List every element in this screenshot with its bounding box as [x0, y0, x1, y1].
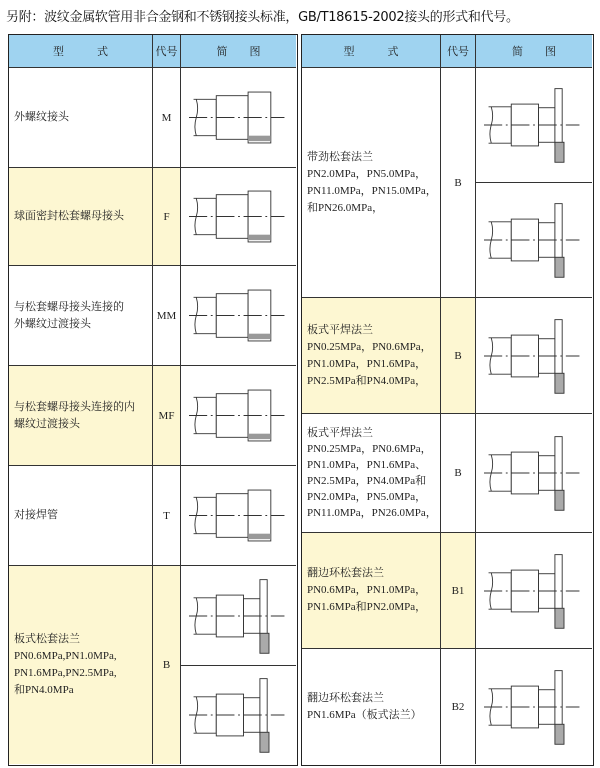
drawing-plate-weld-flange-1 [476, 298, 592, 414]
drawing-mf-adapter [181, 366, 296, 466]
drawing-spherical-nut-fitting [181, 168, 296, 266]
drawing-neck-loose-flange-2 [476, 183, 592, 298]
row-code: F [153, 168, 181, 266]
row-type: 与松套螺母接头连接的 外螺纹过渡接头 [9, 266, 153, 366]
row-code: B [153, 566, 181, 764]
drawing-neck-loose-flange-1 [476, 68, 592, 183]
row-code: B [441, 414, 476, 533]
row-code: MF [153, 366, 181, 466]
drawing-butt-weld-pipe [181, 466, 296, 566]
header-drawing: 简 图 [476, 35, 592, 68]
row-code: B1 [441, 533, 476, 649]
row-code: MM [153, 266, 181, 366]
right-table [301, 34, 594, 766]
row-code: B [441, 68, 476, 298]
header-type: 型 式 [9, 35, 153, 68]
header-code: 代号 [153, 35, 181, 68]
header-drawing: 简 图 [181, 35, 296, 68]
header-type: 型 式 [302, 35, 441, 68]
drawing-loose-plate-flange-2 [181, 666, 296, 764]
row-code: M [153, 68, 181, 168]
row-code: T [153, 466, 181, 566]
row-code: B [441, 298, 476, 414]
row-code: B2 [441, 649, 476, 764]
drawing-loose-plate-flange-1 [181, 566, 296, 666]
row-type: 与松套螺母接头连接的内 螺纹过渡接头 [9, 366, 153, 466]
row-type: 板式平焊法兰 PN0.25MPa，PN0.6MPa， PN1.0MPa，PN1.6MPa， PN2.5MPa和PN4.0MPa， [302, 298, 441, 414]
drawing-flared-ring-flange-2 [476, 649, 592, 764]
row-type: 板式平焊法兰 PN0.25MPa，PN0.6MPa， PN1.0MPa，PN1.6MPa、 PN2.5MPa，PN4.0MPa和 PN2.0MPa，PN5.0MPa， PN11.0MPa，PN26.0MPa， [302, 414, 441, 533]
row-type: 对接焊管 [9, 466, 153, 566]
row-type: 带劲松套法兰 PN2.0MPa，PN5.0MPa， PN11.0MPa，PN15.0MPa， 和PN26.0MPa， [302, 68, 441, 298]
drawing-mm-adapter [181, 266, 296, 366]
header-code: 代号 [441, 35, 476, 68]
drawing-flared-ring-flange-1 [476, 533, 592, 649]
drawing-external-thread-fitting [181, 68, 296, 168]
row-type: 外螺纹接头 [9, 68, 153, 168]
row-type: 翻边环松套法兰 PN1.6MPa（板式法兰） [302, 649, 441, 764]
row-type: 板式松套法兰 PN0.6MPa,PN1.0MPa, PN1.6MPa,PN2.5MPa, 和PN4.0MPa [9, 566, 153, 764]
left-table [8, 34, 298, 766]
row-type: 翻边环松套法兰 PN0.6MPa，PN1.0MPa， PN1.6MPa和PN2.0MPa， [302, 533, 441, 649]
drawing-plate-weld-flange-2 [476, 414, 592, 533]
page-title: 另附：波纹金属软管用非合金钢和不锈钢接头标准，GB/T18615-2002接头的形式和代号。 [6, 10, 519, 25]
row-type: 球面密封松套螺母接头 [9, 168, 153, 266]
